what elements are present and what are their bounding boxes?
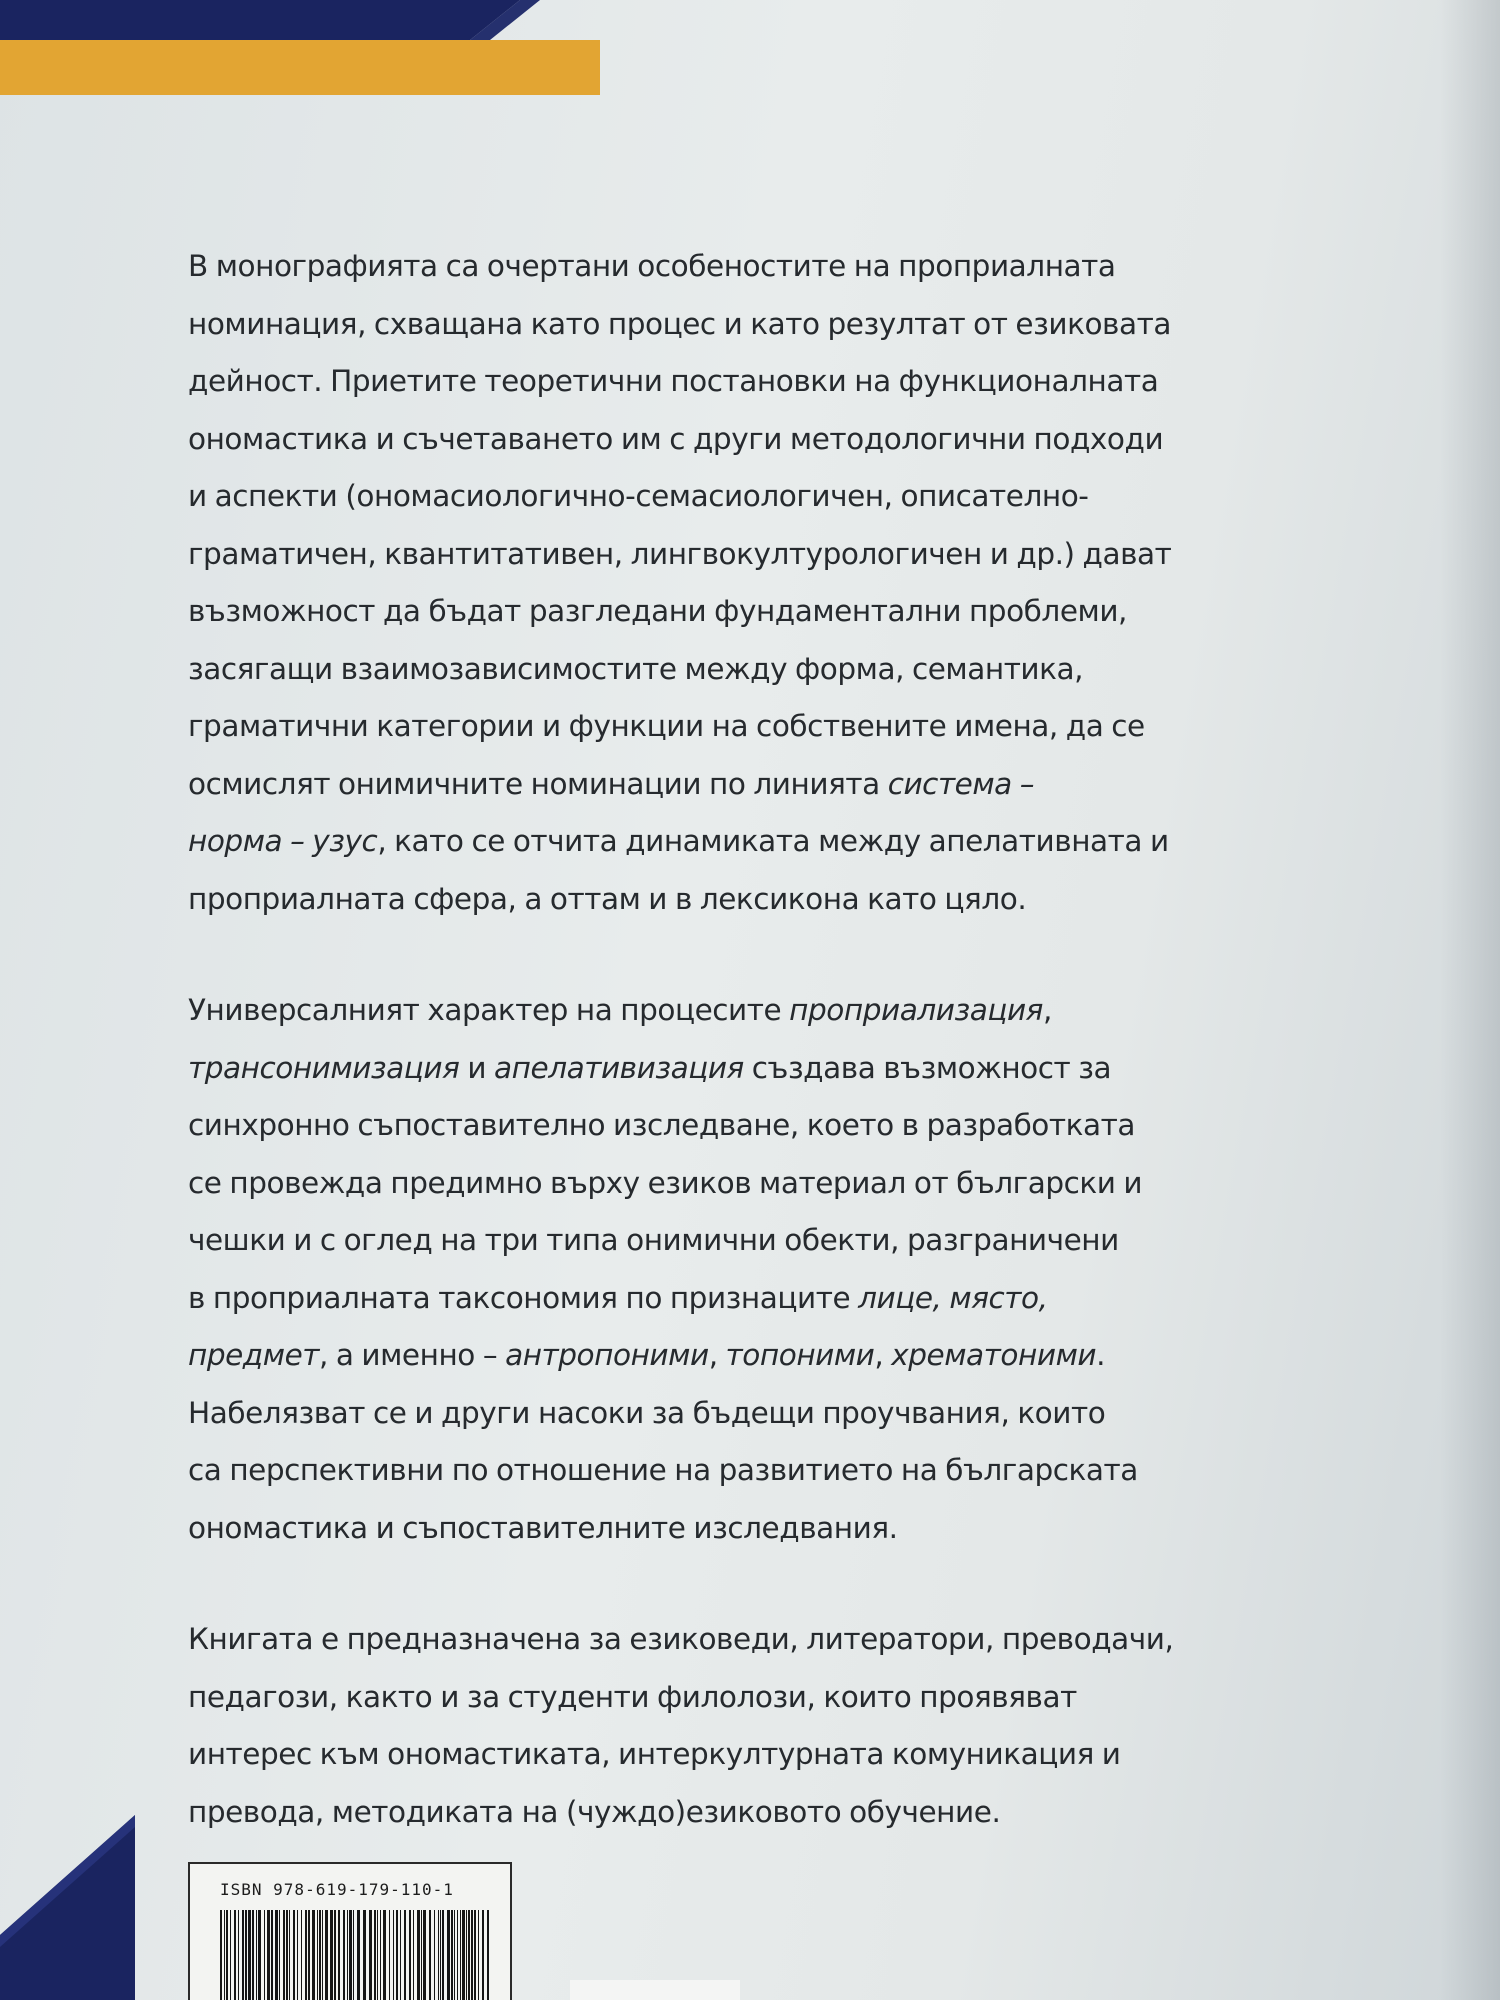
text-line (188, 1784, 1318, 1842)
barcode-bar (325, 1910, 328, 2000)
barcode-bar (396, 1910, 398, 2000)
barcode-bar (258, 1910, 261, 2000)
italic-term: система – (887, 766, 1035, 801)
italic-term: топоними (725, 1338, 875, 1372)
barcode-icon (220, 1910, 490, 2000)
barcode-bar (271, 1910, 273, 2000)
text-line (188, 296, 1318, 354)
text-run: чешки и с оглед на три типа онимични обекти, разграничени (188, 1223, 1119, 1257)
top-decorative-bands (0, 0, 600, 95)
text-line (188, 982, 1318, 1040)
page-edge-shadow (1440, 0, 1500, 2000)
italic-term: хрематоними (891, 1338, 1097, 1372)
barcode-bar (312, 1910, 315, 2000)
barcode-bar (487, 1910, 489, 2000)
text-line (188, 468, 1318, 526)
barcode-bar (343, 1910, 345, 2000)
barcode-bar (349, 1910, 352, 2000)
text-run: , (708, 1338, 726, 1372)
gold-band (0, 40, 600, 95)
text-line (188, 583, 1318, 641)
text-run: засягащи взаимозависимостите между форма, семантика, (188, 651, 1084, 686)
text-run: Набелязват се и други насоки за бъдещи проучвания, които (188, 1395, 1106, 1430)
barcode-bar (319, 1910, 321, 2000)
text-run: и аспекти (ономасиологично-семасиологичен, описателно- (188, 479, 1089, 513)
barcode-bar (347, 1910, 348, 2000)
barcode-bar (468, 1910, 470, 2000)
barcode-bar (462, 1910, 465, 2000)
barcode-bar (234, 1910, 236, 2000)
back-cover-text (188, 238, 1318, 1895)
paragraph-3 (188, 1611, 1318, 1841)
barcode-bar (374, 1910, 376, 2000)
text-line (188, 353, 1318, 411)
barcode-bar (297, 1910, 298, 2000)
barcode-bar (338, 1910, 340, 2000)
text-line (188, 1611, 1318, 1669)
barcode-bar (471, 1910, 473, 2000)
barcode-bar (377, 1910, 378, 2000)
barcode-bar (478, 1910, 479, 2000)
barcode-bar (389, 1910, 390, 2000)
text-run: В монографията са очертани особеностите на проприалната (188, 249, 1116, 283)
text-run: осмислят онимичните номинации по линията (188, 766, 888, 801)
text-run: , като се отчита динамиката между апелативната и (377, 824, 1169, 858)
text-run: и (459, 1050, 495, 1085)
barcode-bar (293, 1910, 295, 2000)
barcode-bar (267, 1910, 270, 2000)
barcode-bar (393, 1910, 394, 2000)
text-run: , (1042, 993, 1052, 1027)
barcode-bar (252, 1910, 254, 2000)
barcode-bar (429, 1910, 431, 2000)
barcode-bar (417, 1910, 420, 2000)
text-run: Книгата е предназначена за езиковеди, литератори, преводачи, (188, 1622, 1174, 1656)
barcode-bar (317, 1910, 318, 2000)
barcode-bar (369, 1910, 372, 2000)
barcode-bar (330, 1910, 333, 2000)
text-line (188, 238, 1318, 296)
barcode-bar (409, 1910, 411, 2000)
barcode-bar (404, 1910, 406, 2000)
text-line (188, 641, 1318, 699)
text-line (188, 1270, 1318, 1328)
barcode-bar (482, 1910, 484, 2000)
text-run: възможност да бъдат разгледани фундаментални проблеми, (188, 594, 1127, 628)
barcode-bar (248, 1910, 251, 2000)
paragraph-1 (188, 238, 1318, 928)
barcode-bar (466, 1910, 467, 2000)
text-run: граматичен, квантитативен, лингвокултурологичен и др.) дават (188, 536, 1172, 571)
navy-band (0, 0, 520, 40)
text-run: граматични категории и функции на собствените имена, да се (188, 709, 1145, 743)
text-line (188, 1669, 1318, 1727)
text-run: . (1096, 1338, 1106, 1372)
text-line (188, 526, 1318, 584)
barcode-bar (275, 1910, 278, 2000)
paragraph-2 (188, 982, 1318, 1557)
barcode-bar (242, 1910, 244, 2000)
barcode-bar (438, 1910, 439, 2000)
barcode-bar (224, 1910, 225, 2000)
text-run: ономастика и съпоставителните изследвания. (188, 1510, 898, 1545)
text-run: превода, методиката на (чуждо)езиковото обучение. (188, 1794, 1001, 1829)
barcode-bar (423, 1910, 426, 2000)
text-line (188, 871, 1318, 929)
barcode-bar (245, 1910, 247, 2000)
italic-term: апелативизация (494, 1050, 744, 1085)
text-run: , а именно – (319, 1338, 506, 1372)
barcode-bar (474, 1910, 476, 2000)
text-line (188, 813, 1318, 871)
barcode-bar (451, 1910, 453, 2000)
italic-term: лице, място, (858, 1280, 1048, 1315)
text-run: Универсалният характер на процесите (188, 993, 790, 1027)
barcode-label (188, 1862, 512, 2000)
barcode-bar (305, 1910, 307, 2000)
text-line (188, 1385, 1318, 1443)
italic-term: предмет (188, 1338, 319, 1372)
italic-term: трансонимизация (188, 1050, 460, 1085)
barcode-bar (286, 1910, 288, 2000)
barcode-bar (289, 1910, 290, 2000)
text-line (188, 1155, 1318, 1213)
barcode-bar (283, 1910, 285, 2000)
barcode-bar (357, 1910, 360, 2000)
barcode-bar (413, 1910, 414, 2000)
text-run: се провежда предимно върху езиков материал от български и (188, 1165, 1143, 1200)
barcode-bar (442, 1910, 444, 2000)
text-line (188, 411, 1318, 469)
text-run: синхронно съпоставително изследване, което в разработката (188, 1108, 1135, 1142)
paper-strip (570, 1980, 740, 2000)
barcode-bar (264, 1910, 265, 2000)
barcode-bar (460, 1910, 461, 2000)
text-run: проприалната сфера, а оттам и в лексикона като цяло. (188, 881, 1027, 916)
isbn-text: ISBN 978-619-179-110-1 (220, 1880, 454, 1899)
bottom-decorative-band (0, 1815, 135, 2000)
barcode-bar (220, 1910, 222, 2000)
barcode-bar (279, 1910, 280, 2000)
barcode-bar (383, 1910, 386, 2000)
barcode-bar (447, 1910, 450, 2000)
text-line (188, 698, 1318, 756)
barcode-bar (238, 1910, 239, 2000)
barcode-bar (256, 1910, 257, 2000)
text-run: , (874, 1338, 892, 1372)
barcode-bar (334, 1910, 336, 2000)
barcode-bar (421, 1910, 422, 2000)
barcode-bar (322, 1910, 323, 2000)
text-line (188, 1726, 1318, 1784)
barcode-bar (363, 1910, 366, 2000)
text-line (188, 1040, 1318, 1098)
barcode-bar (457, 1910, 458, 2000)
text-line (188, 1500, 1318, 1558)
text-run: в проприалната таксономия по признаците (188, 1280, 859, 1315)
text-run: са перспективни по отношение на развитието на българската (188, 1453, 1138, 1487)
text-line (188, 1442, 1318, 1500)
text-run: ономастика и съчетаването им с други методологични подходи (188, 421, 1164, 456)
text-line (188, 756, 1318, 814)
text-line (188, 1097, 1318, 1155)
barcode-bar (400, 1910, 401, 2000)
text-run: създава възможност за (743, 1050, 1112, 1085)
text-run: интерес към ономастиката, интеркултурната комуникация и (188, 1737, 1121, 1771)
italic-term: антропоними (505, 1338, 709, 1372)
barcode-bar (440, 1910, 441, 2000)
barcode-bar (353, 1910, 354, 2000)
barcode-bar (301, 1910, 302, 2000)
italic-term: проприализация (789, 993, 1043, 1027)
text-line (188, 1212, 1318, 1270)
text-run: дейност. Приетите теоретични постановки на функционалната (188, 364, 1159, 398)
italic-term: норма – узус (188, 824, 378, 858)
barcode-bar (230, 1910, 231, 2000)
barcode-bar (380, 1910, 381, 2000)
barcode-bar (454, 1910, 455, 2000)
barcode-bar (434, 1910, 435, 2000)
text-run: педагози, както и за студенти филолози, които проявяват (188, 1679, 1077, 1714)
barcode-bar (308, 1910, 310, 2000)
text-line (188, 1327, 1318, 1385)
text-run: номинация, схващана като процес и като резултат от езиковата (188, 306, 1171, 341)
barcode-bar (226, 1910, 228, 2000)
